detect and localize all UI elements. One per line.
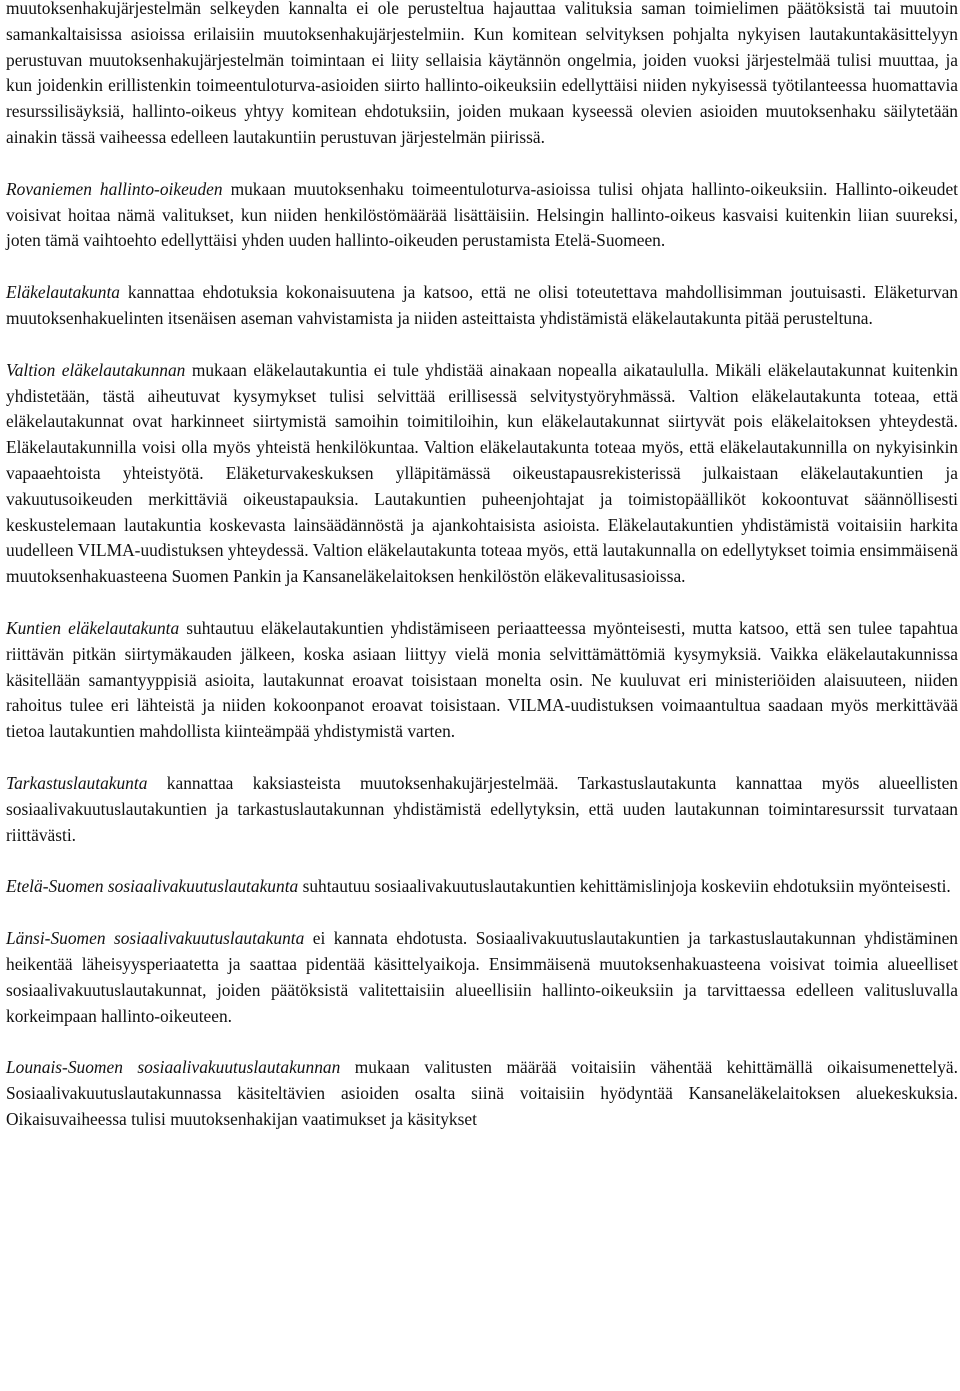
paragraph-text: mukaan muutoksenhaku toimeentuloturva-asioissa tulisi ohjata hallinto-oikeuksiin. Hallinto-oikeudet voisivat hoitaa nämä valitukset, kun niiden henkilöstömäärää lisättäisiin. Helsingin hallinto-oikeus kasvaisi kuitenkin liian suureksi, joten tämä vaihtoehto edellyttäisi yhden uuden hallinto-oikeuden perustamista Etelä-Suomeen. bbox=[6, 178, 958, 251]
paragraph-text: muutoksenhakujärjestelmän selkeyden kannalta ei ole perusteltua hajauttaa valituksia saman toimielimen päätöksistä tai muutoin samankaltaisissa asioissa erilaisiin muutoksenhakujärjestelmiin. Kun komitean selvityksen pohjalta nykyisen lautakuntakäsittelyyn perustuvan muutoksenhakujärjestelmän toimintaan ei liity sellaisia käytännön ongelmia, joiden vuoksi järjestelmää tulisi muuttaa, ja kun joidenkin erillistenkin toimeentuloturva-asioiden siirto hallinto-oikeuksiin edellyttäisi niiden nykyisessä työtilanteessa huomattavia resurssilisäyksiä, hallinto-oikeus yhtyy komitean ehdotuksiin, joiden mukaan kyseessä olevien asioiden muutoksenhaku säilytetään ainakin tässä vaiheessa edelleen lautakuntiin perustuvan järjestelmän piirissä. bbox=[6, 0, 958, 147]
paragraph-text: mukaan valitusten määrää voitaisiin vähentää kehittämällä oikaisumenettelyä. Sosiaalivakuutuslautakunnassa käsiteltävien asioiden osalta siinä voitaisiin hyödyntää Kansaneläkelaitoksen aluekeskuksia. Oikaisuvaiheessa tulisi muutoksenhakijan vaatimukset ja käsitykset bbox=[6, 1057, 958, 1129]
organization-name: Lounais-Suomen sosiaalivakuutuslautakunnan bbox=[6, 1057, 341, 1078]
paragraph-text: suhtautuu eläkelautakuntien yhdistämiseen periaatteessa myönteisesti, mutta katsoo, että sen tulee tapahtua riittävän pitkän siirtymäkauden jälkeen, koska asiaan liittyy vielä monia selvittämättömiä kysymyksiä. Vaikka eläkelautakunnissa käsitellään samantyyppisiä asioita, lautakunnat eroavat toisistaan monelta osin. Ne kuuluvat eri ministeriöiden alaisuuteen, niiden rahoitus tulee eri lähteistä ja niiden kokoonpanot eroavat toisistaan. VILMA-uudistuksen voimaantultua saadaan myös merkittävää tietoa lautakuntien mahdollista kiinteämpää yhdistymistä varten. bbox=[6, 617, 959, 742]
paragraph-text: suhtautuu sosiaalivakuutuslautakuntien kehittämislinjoja koskeviin ehdotuksiin myönteisesti. bbox=[298, 876, 951, 897]
paragraph-pension-board bbox=[6, 280, 958, 332]
paragraph-state-pension-board bbox=[6, 358, 958, 590]
paragraph-rovaniemi-administrative-court bbox=[6, 177, 958, 254]
organization-name: Valtion eläkelautakunnan bbox=[6, 359, 186, 380]
organization-name: Kuntien eläkelautakunta bbox=[6, 617, 180, 638]
paragraph-west-finland-board bbox=[6, 926, 958, 1029]
organization-name: Eläkelautakunta bbox=[6, 282, 120, 303]
paragraph-text: ei kannata ehdotusta. Sosiaalivakuutuslautakuntien ja tarkastuslautakunnan yhdistäminen heikentää läheisyysperiaatetta ja saattaa pidentää käsittelyaikoja. Ensimmäisenä muutoksenhakuasteena voisivat toimia alueelliset sosiaalivakuutuslautakunnat, joiden päätöksistä valitettaisiin alueellisiin hallinto-oikeuksiin ja tarvittaessa edelleen valitusluvalla korkeimpaan hallinto-oikeuteen. bbox=[6, 928, 958, 1026]
paragraph-text: kannattaa kaksiasteista muutoksenhakujärjestelmää. Tarkastuslautakunta kannattaa myös alueellisten sosiaalivakuutuslautakuntien ja tarkastuslautakunnan yhdistämistä edellytyksin, että uuden lautakunnan toimintaresurssit turvataan riittävästi. bbox=[6, 772, 958, 845]
organization-name: Rovaniemen hallinto-oikeuden bbox=[6, 178, 223, 199]
paragraph-municipal-pension-board bbox=[6, 616, 958, 745]
organization-name: Tarkastuslautakunta bbox=[6, 772, 148, 793]
paragraph-southwest-finland-board bbox=[6, 1055, 958, 1132]
paragraph-text: mukaan eläkelautakuntia ei tule yhdistää ainakaan nopealla aikataululla. Mikäli eläkelautakunnat kuitenkin yhdistetään, tästä aiheutuvat kysymykset tulisi selvittää erillisessä selvitystyöryhmässä. Valtion eläkelautakunta toteaa, että eläkelautakunnat ovat harkinneet siirtymistä samoihin toimitiloihin, kun eläkelautakunnat siirtyvät pois eläkelaitoksen yhteydestä. Eläkelautakunnilla voisi olla myös yhteistä henkilökuntaa. Valtion eläkelautakunta toteaa myös, että eläkelautakunnilla on nykyisinkin vapaaehtoista yhteistyötä. Eläketurvakeskuksen ylläpitämässä oikeustapausrekisterissä julkaistaan eläkelautakuntien ja vakuutusoikeuden merkittäviä oikeustapauksia. Lautakuntien puheenjohtajat ja toimistopäälliköt kokoontuvat säännöllisesti keskustelemaan lautakuntia koskevasta lainsäädännöstä ja ajankohtaisista asioista. Eläkelautakuntien yhdistämistä voitaisiin harkita uudelleen VILMA-uudistuksen yhteydessä. Valtion eläkelautakunta toteaa myös, että lautakunnalla on edellytykset toimia ensimmäisenä muutoksenhakuasteena Suomen Pankin ja Kansaneläkelaitoksen henkilöstön eläkevalitusasioissa. bbox=[6, 359, 958, 587]
organization-name: Länsi-Suomen sosiaalivakuutuslautakunta bbox=[6, 928, 305, 949]
paragraph-review-board bbox=[6, 771, 958, 848]
paragraph-continuation bbox=[6, 0, 958, 151]
paragraph-south-finland-board bbox=[6, 874, 958, 900]
paragraph-text: kannattaa ehdotuksia kokonaisuutena ja katsoo, että ne olisi toteutettava mahdollisimman joutuisasti. Eläketurvan muutoksenhakuelinten itsenäisen aseman vahvistamista ja niiden asteittaista yhdistämistä eläkelautakunta pitää perusteltuna. bbox=[6, 282, 958, 328]
organization-name: Etelä-Suomen sosiaalivakuutuslautakunta bbox=[6, 876, 299, 897]
